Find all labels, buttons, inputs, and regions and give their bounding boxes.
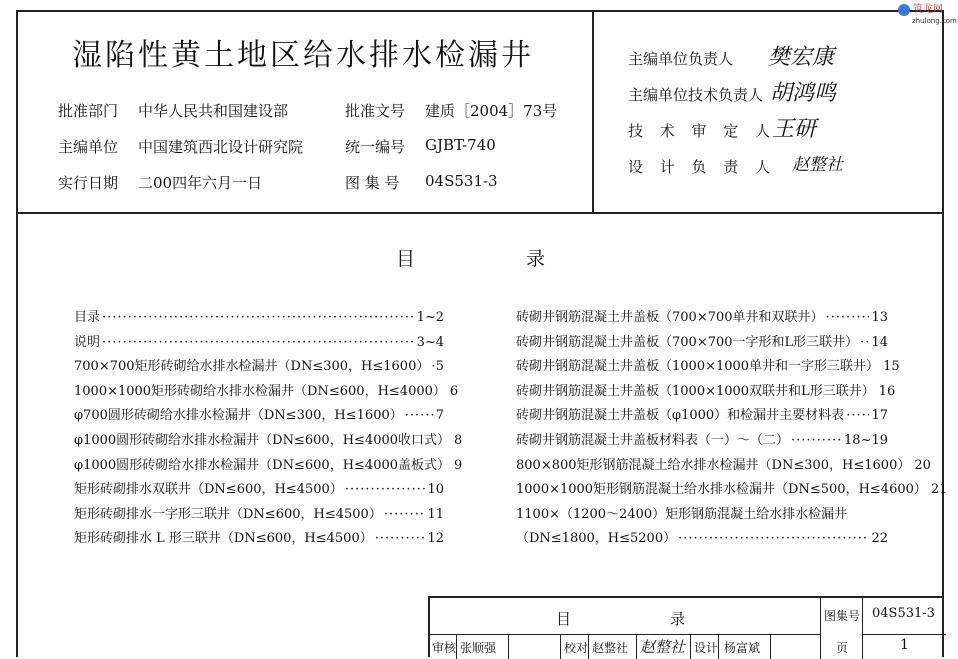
toc-entry[interactable]: 砖砌井钢筋混凝土井盖板（φ1000）和检漏井主要材料表 ····· 17	[516, 404, 888, 429]
toc-heading-right: 录	[526, 248, 546, 270]
reviewer-name: 张顺强	[460, 641, 497, 655]
toc-entry[interactable]: 矩形砖砌排水双联井（DN≤600，H≤4500） ····· 10	[74, 478, 444, 503]
toc-entry[interactable]: 700×700矩形砖砌给水排水检漏井（DN≤300，H≤1600） ····· 5	[74, 355, 444, 380]
toc-entry[interactable]: 砖砌井钢筋混凝土井盖板（1000×1000双联井和L形三联井） 16	[516, 383, 896, 399]
meta-unified-no-label: 统一编号	[345, 138, 406, 156]
signature: 王研	[772, 117, 817, 142]
signatory-label: 技 术 审 定 人	[628, 122, 777, 140]
meta-editor-label: 主编单位	[58, 138, 119, 156]
checker-name: 赵整社	[592, 641, 629, 655]
title-block-name-right: 录	[670, 610, 686, 628]
meta-approval-dept-label: 批准部门	[58, 102, 119, 120]
toc-entry[interactable]: （DN≤1800，H≤5200） ····· 22	[516, 527, 888, 552]
logo-icon	[898, 4, 910, 16]
toc-entry[interactable]: φ1000圆形砖砌给水排水检漏井（DN≤600，H≤4000盖板式） 9	[74, 457, 463, 473]
toc-left-column	[74, 306, 463, 552]
toc-entry[interactable]: 1000×1000矩形钢筋混凝土给水排水检漏井（DN≤500，H≤4600） 21	[516, 482, 948, 498]
designer-name: 杨富斌	[724, 641, 761, 655]
meta-approval-no-label: 批准文号	[345, 102, 406, 120]
meta-approval-no-value: 建质［2004］73号	[425, 102, 558, 120]
toc-entry[interactable]: 说明 ····· 3~4	[74, 331, 444, 356]
toc-entry[interactable]: 矩形砖砌排水 L 形三联井（DN≤600，H≤4500） ····· 12	[74, 527, 444, 552]
meta-editor-value: 中国建筑西北设计研究院	[138, 138, 304, 156]
signature: 赵整社	[792, 155, 843, 175]
meta-atlas-no-value: 04S531-3	[425, 172, 498, 190]
review-label: 审核	[432, 641, 457, 655]
toc-entry[interactable]: 砖砌井钢筋混凝土井盖板（700×700单井和双联井） ····· 13	[516, 306, 888, 331]
atlas-label: 图集号	[824, 609, 861, 623]
document-title: 湿陷性黄土地区给水排水检漏井	[72, 38, 534, 73]
toc-entry[interactable]: 800×800矩形钢筋混凝土给水排水检漏井（DN≤300，H≤1600） 20	[516, 457, 931, 473]
watermark-logo: 筑龙网 zhulong.com	[898, 0, 958, 20]
title-block-name-left: 目	[556, 610, 572, 628]
header-vertical-divider	[592, 10, 594, 212]
toc-entry[interactable]: 目录 ····· 1~2	[74, 306, 444, 331]
toc-entry[interactable]: 砖砌井钢筋混凝土井盖板（700×700一字形和L形三联井） ····· 14	[516, 331, 888, 356]
signature: 胡鸿鸣	[770, 81, 837, 106]
checker-signature: 赵整社	[640, 638, 686, 656]
signatory-label: 主编单位技术负责人	[628, 86, 764, 104]
title-block-name-row	[430, 598, 820, 635]
meta-approval-dept-value: 中华人民共和国建设部	[138, 102, 289, 120]
toc-entry[interactable]: 1100×（1200～2400）矩形钢筋混凝土给水排水检漏井	[516, 506, 848, 522]
signatory-label: 主编单位负责人	[628, 50, 734, 68]
meta-effective-date-label: 实行日期	[58, 174, 119, 192]
page-label: 页	[836, 641, 849, 655]
signature: 樊宏康	[768, 45, 835, 70]
toc-entry[interactable]: φ1000圆形砖砌给水排水检漏井（DN≤600，H≤4000收口式） 8	[74, 432, 463, 448]
atlas-number: 04S531-3	[872, 606, 935, 621]
page-number: 1	[900, 637, 909, 653]
toc-right-column	[516, 306, 948, 552]
check-label: 校对	[564, 641, 589, 655]
meta-effective-date-value: 二00四年六月一日	[138, 174, 263, 192]
toc-entry[interactable]: 砖砌井钢筋混凝土井盖板材料表（一）～（二） ····· 18~19	[516, 429, 888, 454]
toc-entry[interactable]: 矩形砖砌排水一字形三联井（DN≤600，H≤4500） ····· 11	[74, 503, 444, 528]
toc-entry[interactable]: 1000×1000矩形砖砌给水排水检漏井（DN≤600，H≤4000） 6	[74, 383, 459, 399]
meta-atlas-no-label: 图 集 号	[345, 174, 400, 192]
signatory-label: 设 计 负 责 人	[628, 158, 777, 176]
meta-unified-no-value: GJBT-740	[425, 136, 496, 154]
toc-heading-left: 目	[396, 248, 416, 270]
toc-entry[interactable]: φ700圆形砖砌给水排水检漏井（DN≤300，H≤1600） ····· 7	[74, 404, 444, 429]
design-label: 设计	[694, 641, 719, 655]
header-divider	[16, 212, 944, 214]
title-block	[428, 596, 944, 657]
toc-entry[interactable]: 砖砌井钢筋混凝土井盖板（1000×1000单井和一字形三联井） 15	[516, 359, 900, 375]
